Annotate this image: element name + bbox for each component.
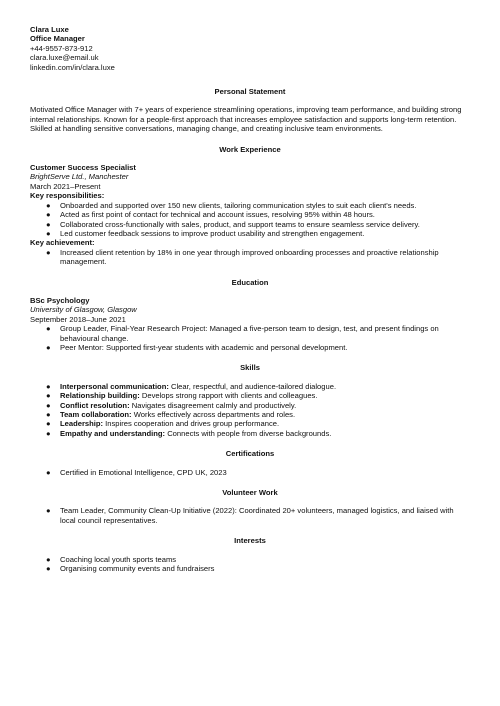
bullet-icon: ● xyxy=(46,467,51,477)
list-item-text: Onboarded and supported over 150 new clients, tailoring communication styles to suit each client's needs. xyxy=(60,200,417,210)
phone-number: +44-9557-873-912 xyxy=(30,43,93,53)
job-title-header: Office Manager xyxy=(30,34,85,44)
bullet-icon: ● xyxy=(46,410,51,419)
skill-desc: Inspires cooperation and drives group performance. xyxy=(105,419,280,429)
bullet-icon: ● xyxy=(46,391,51,401)
list-item-text: Led customer feedback sessions to improve product usability and strengthen engagement. xyxy=(60,228,365,238)
bullet-icon: ● xyxy=(46,210,51,220)
list-item xyxy=(30,220,470,229)
list-item xyxy=(30,343,470,352)
skills-section xyxy=(30,363,470,438)
list-item xyxy=(30,401,470,410)
bullet-icon: ● xyxy=(46,342,51,352)
skill-desc: Clear, respectful, and audience-tailored dialogue. xyxy=(171,381,337,391)
responsibilities-list xyxy=(30,201,470,239)
list-item-text: Certified in Emotional Intelligence, CPD UK, 2023 xyxy=(60,467,227,477)
work-experience-section xyxy=(30,145,470,267)
bullet-icon: ● xyxy=(46,419,51,429)
list-item xyxy=(30,210,470,219)
education-dates: September 2018–June 2021 xyxy=(30,314,126,324)
list-item-text: Team Leader, Community Clean-Up Initiative (2022): Coordinated 20+ volunteers, managed logistics, and liaised with local council representatives. xyxy=(60,506,454,525)
list-item xyxy=(30,419,470,428)
contact-header xyxy=(30,25,470,72)
skills-list xyxy=(30,382,470,438)
section-heading: Skills xyxy=(240,363,260,373)
list-item xyxy=(30,555,470,564)
achievement-list xyxy=(30,248,470,267)
section-heading: Interests xyxy=(234,536,266,546)
section-heading: Work Experience xyxy=(219,144,281,154)
list-item xyxy=(30,248,470,267)
list-item-text: Group Leader, Final-Year Research Project: Managed a five-person team to design, test, and present findings on behavioural change. xyxy=(60,324,439,343)
skill-name: Interpersonal communication: xyxy=(60,381,169,391)
school-name: University of Glasgow, Glasgow xyxy=(30,305,137,315)
list-item xyxy=(30,506,470,525)
list-item xyxy=(30,229,470,238)
list-item xyxy=(30,201,470,210)
degree-title: BSc Psychology xyxy=(30,295,90,305)
certifications-list xyxy=(30,468,470,477)
skill-name: Relationship building: xyxy=(60,391,140,401)
list-item xyxy=(30,382,470,391)
skill-name: Conflict resolution: xyxy=(60,400,130,410)
achievement-label: Key achievement: xyxy=(30,238,95,248)
bullet-icon: ● xyxy=(46,219,51,229)
role-title: Customer Success Specialist xyxy=(30,163,136,173)
bullet-icon: ● xyxy=(46,247,51,257)
bullet-icon: ● xyxy=(46,564,51,574)
section-heading: Certifications xyxy=(225,449,275,459)
list-item-text: Acted as first point of contact for technical and account issues, resolving 95% within 48 hours. xyxy=(60,210,375,220)
interests-list xyxy=(30,555,470,574)
education-list xyxy=(30,324,470,352)
list-item-text: Peer Mentor: Supported first-year students with academic and personal development. xyxy=(60,342,348,352)
skill-desc: Develops strong rapport with clients and colleagues. xyxy=(141,391,318,401)
skill-name: Empathy and understanding: xyxy=(60,428,166,438)
role-dates: March 2021–Present xyxy=(30,181,101,191)
section-heading: Personal Statement xyxy=(214,87,286,97)
list-item-text: Organising community events and fundraisers xyxy=(60,564,215,574)
list-item-text: Collaborated cross-functionally with sales, product, and support teams to ensure seamless service delivery. xyxy=(60,219,420,229)
education-section xyxy=(30,278,470,353)
section-heading: Volunteer Work xyxy=(222,488,278,498)
bullet-icon: ● xyxy=(46,324,51,334)
skill-desc: Navigates disagreement calmly and productively. xyxy=(131,400,297,410)
bullet-icon: ● xyxy=(46,381,51,391)
list-item xyxy=(30,391,470,400)
volunteer-list xyxy=(30,506,470,525)
certifications-section xyxy=(30,449,470,477)
candidate-name: Clara Luxe xyxy=(30,25,69,34)
skill-name: Leadership: xyxy=(60,419,104,429)
skill-desc: Connects with people from diverse backgrounds. xyxy=(167,428,332,438)
personal-statement-section xyxy=(30,87,470,134)
bullet-icon: ● xyxy=(46,228,51,238)
linkedin-url: linkedin.com/in/clara.luxe xyxy=(30,62,115,72)
email-address: clara.luxe@email.uk xyxy=(30,53,99,63)
list-item xyxy=(30,429,470,438)
statement-text: Motivated Office Manager with 7+ years of experience streamlining operations, improving team performance, and building strong internal relationships. Known for a people-first approach that increases employee satisfaction and supports long-term retention. Skilled at handling sensitive conversations, managing change, and creating inclusive team environments. xyxy=(30,105,462,134)
list-item xyxy=(30,324,470,343)
section-heading: Education xyxy=(231,277,269,287)
bullet-icon: ● xyxy=(46,400,51,410)
list-item xyxy=(30,564,470,573)
list-item-text: Increased client retention by 18% in one year through improved onboarding processes and proactive relationship management. xyxy=(60,247,439,267)
list-item-text: Coaching local youth sports teams xyxy=(60,554,177,564)
responsibilities-label: Key responsibilities: xyxy=(30,191,105,201)
skill-desc: Works effectively across departments and roles. xyxy=(133,410,296,419)
company-name: BrightServe Ltd., Manchester xyxy=(30,172,129,182)
list-item xyxy=(30,468,470,477)
bullet-icon: ● xyxy=(46,506,51,516)
skill-name: Team collaboration: xyxy=(60,410,132,419)
bullet-icon: ● xyxy=(46,554,51,564)
interests-section xyxy=(30,536,470,573)
bullet-icon: ● xyxy=(46,200,51,210)
list-item xyxy=(30,410,470,419)
bullet-icon: ● xyxy=(46,428,51,438)
volunteer-section xyxy=(30,488,470,525)
